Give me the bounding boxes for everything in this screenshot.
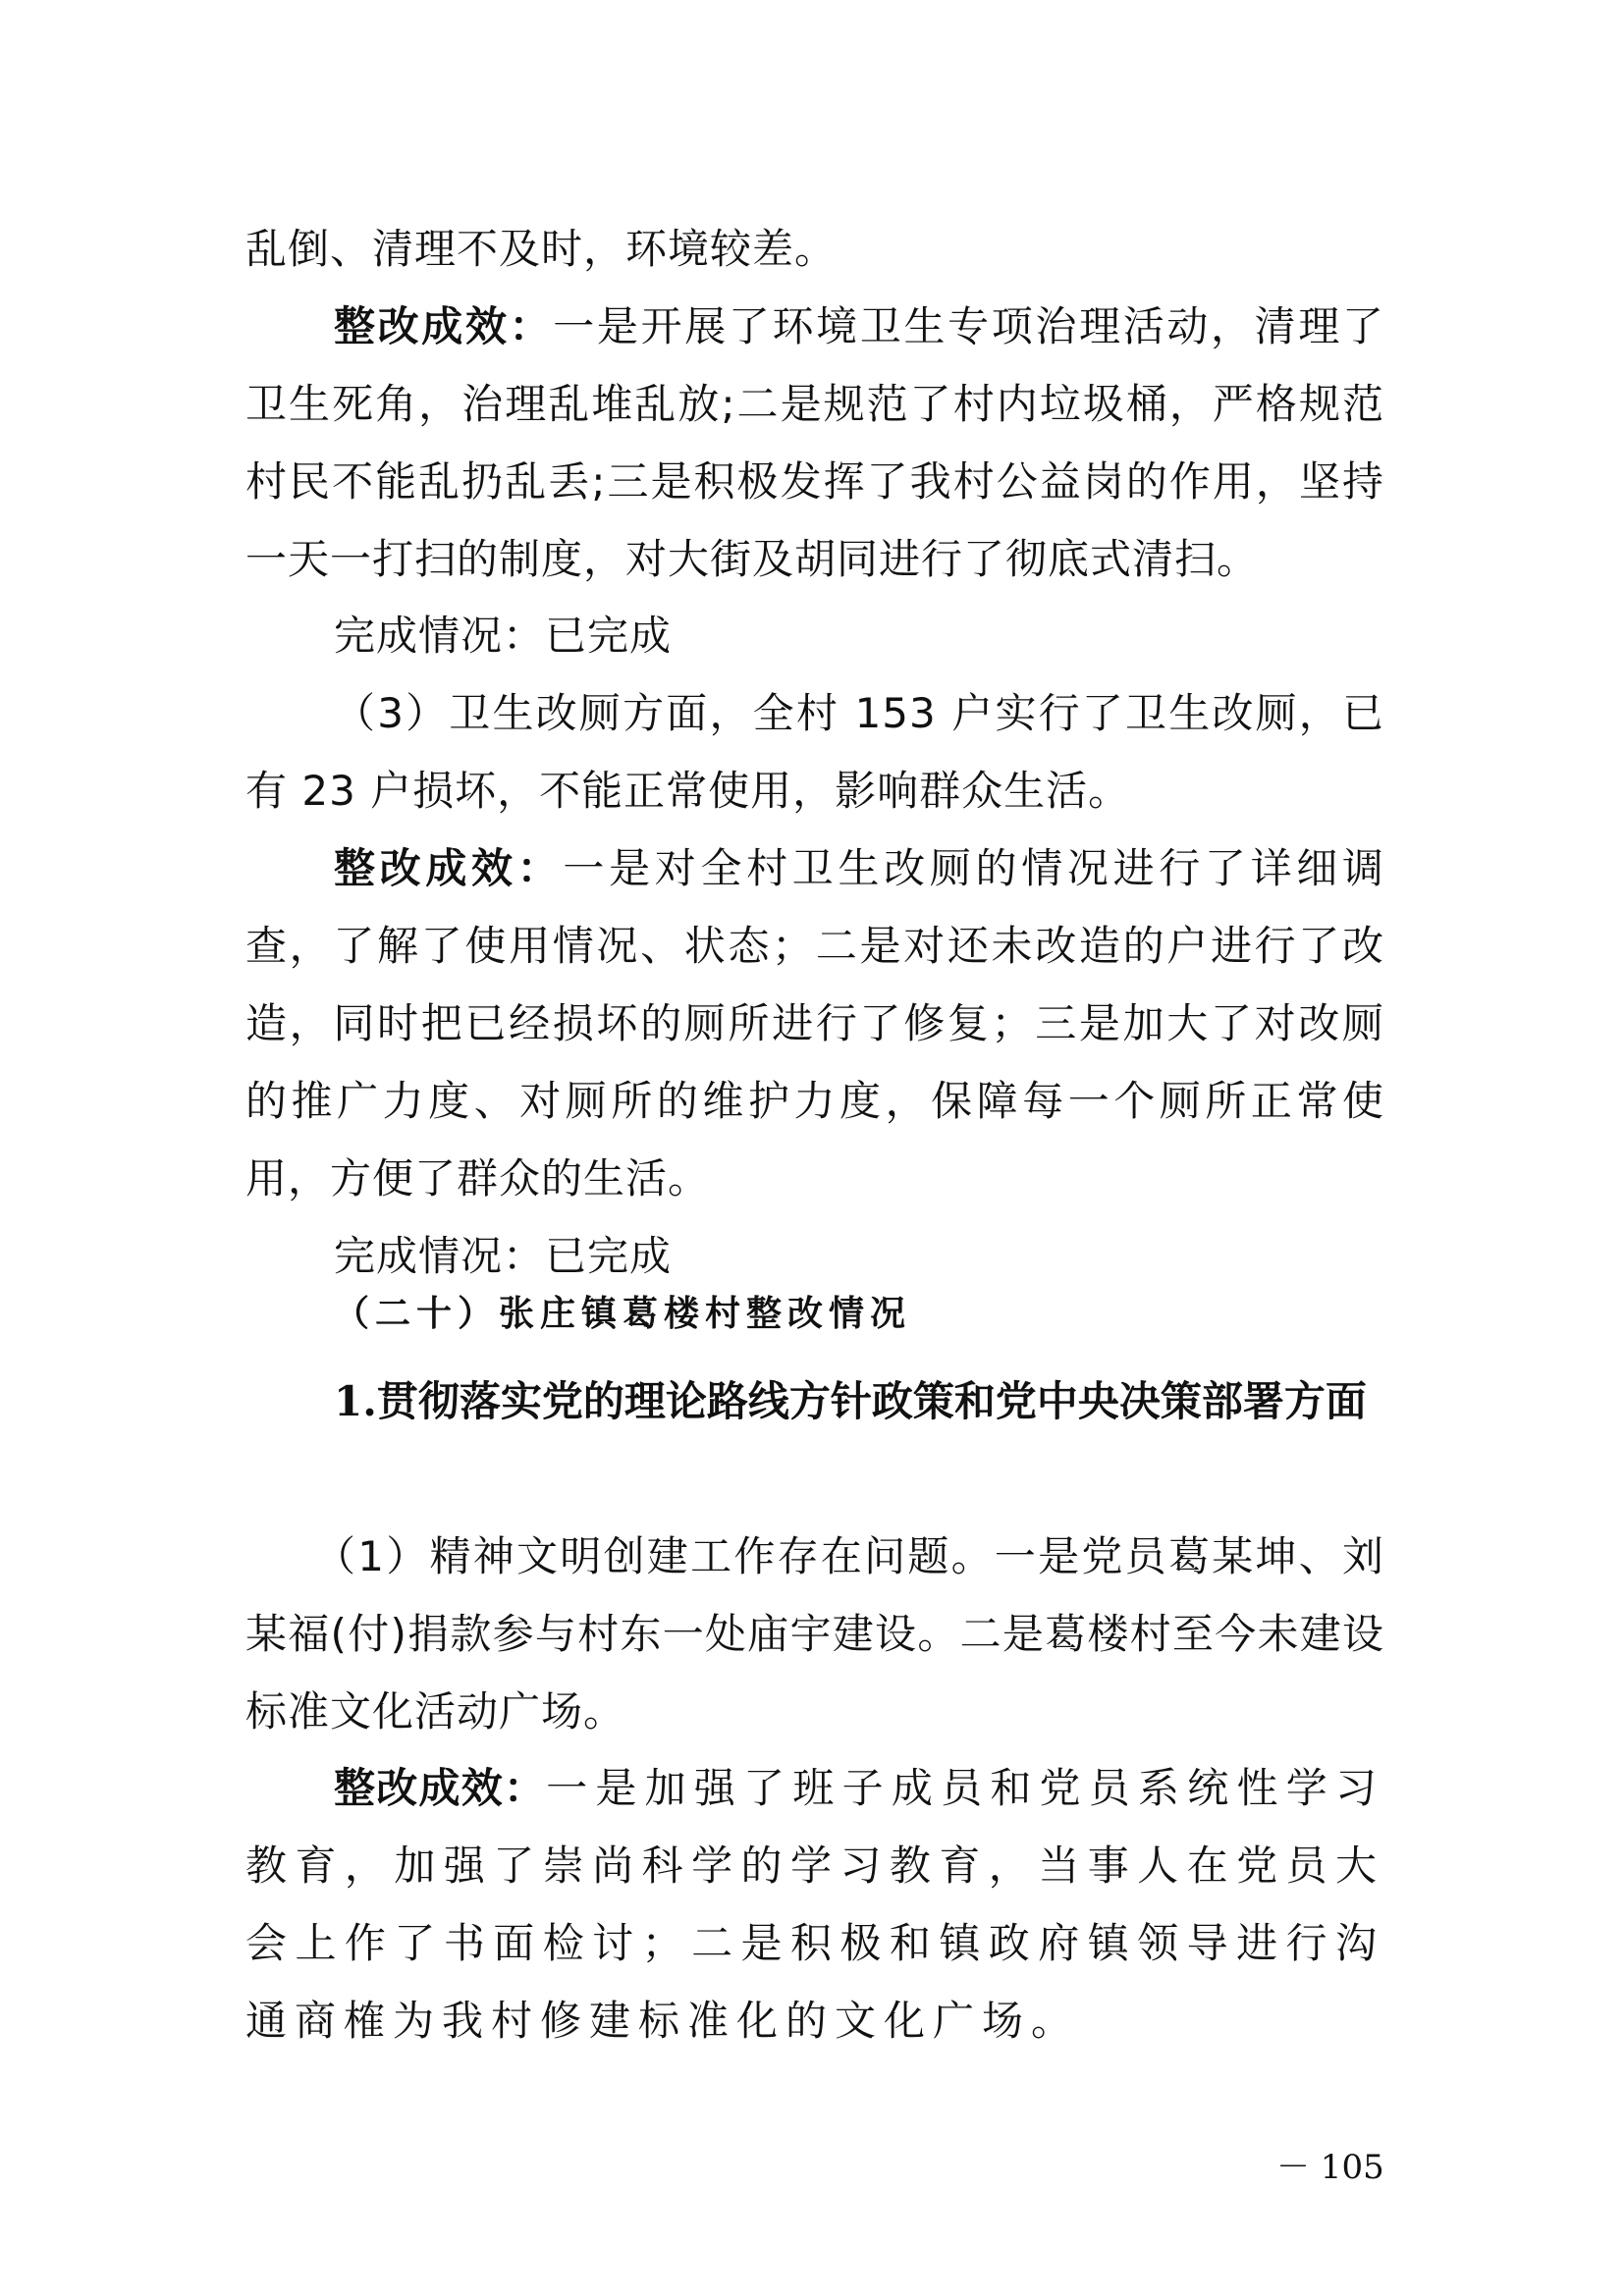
rectification-text: 一是对全村卫生改厕的情况进行了详细调查，了解了使用情况、状态；二是对还未改造的户进行了改造，同时把已经损坏的厕所进行了修复；三是加大了对改厕的推广力度、对厕所的维护力度，保障每一个厕所正常使用，方便了群众的生活。	[245, 844, 1384, 1202]
completion-status-2: 完成情况：已完成	[334, 1232, 673, 1280]
rectification-label: 整改成效：	[334, 1764, 547, 1812]
rectification-label: 整改成效：	[334, 844, 564, 892]
rectification-text: 一是开展了环境卫生专项治理活动，清理了卫生死角，治理乱堆乱放;二是规范了村内垃圾桶，严格规范村民不能乱扔乱丢;三是积极发挥了我村公益岗的作用，坚持一天一打扫的制度，对大街及胡同进行了彻底式清扫。	[245, 302, 1384, 583]
paragraph-spiritual-civilization: （1）精神文明创建工作存在问题。一是党员葛某坤、刘某福(付)捐款参与村东一处庙宇建设。二是葛楼村至今未建设标准文化活动广场。	[245, 1532, 1384, 1735]
paragraph-rectification-effect-2	[245, 829, 1384, 1217]
paragraph-rectification-effect-1	[245, 288, 1384, 598]
paragraph-continuation: 乱倒、清理不及时，环境较差。	[245, 225, 838, 273]
completion-status-1: 完成情况：已完成	[334, 612, 673, 660]
paragraph-rectification-effect-3	[245, 1749, 1384, 2059]
subsection-heading-policy: 1.贯彻落实党的理论路线方针政策和党中央决策部署方面	[334, 1377, 1367, 1425]
rectification-text: 一是加强了班子成员和党员系统性学习教育，加强了崇尚科学的学习教育，当事人在党员大会上作了书面检讨；二是积极和镇政府镇领导进行沟通商榷为我村修建标准化的文化广场。	[245, 1764, 1384, 2045]
rectification-label: 整改成效：	[334, 302, 554, 350]
page-number: － 105	[1276, 2148, 1384, 2187]
paragraph-sanitation-toilet: （3）卫生改厕方面，全村 153 户实行了卫生改厕，已有 23 户损坏，不能正常使用，影响群众生活。	[245, 689, 1384, 815]
section-heading-gelou-village: （二十）张庄镇葛楼村整改情况	[334, 1293, 912, 1334]
